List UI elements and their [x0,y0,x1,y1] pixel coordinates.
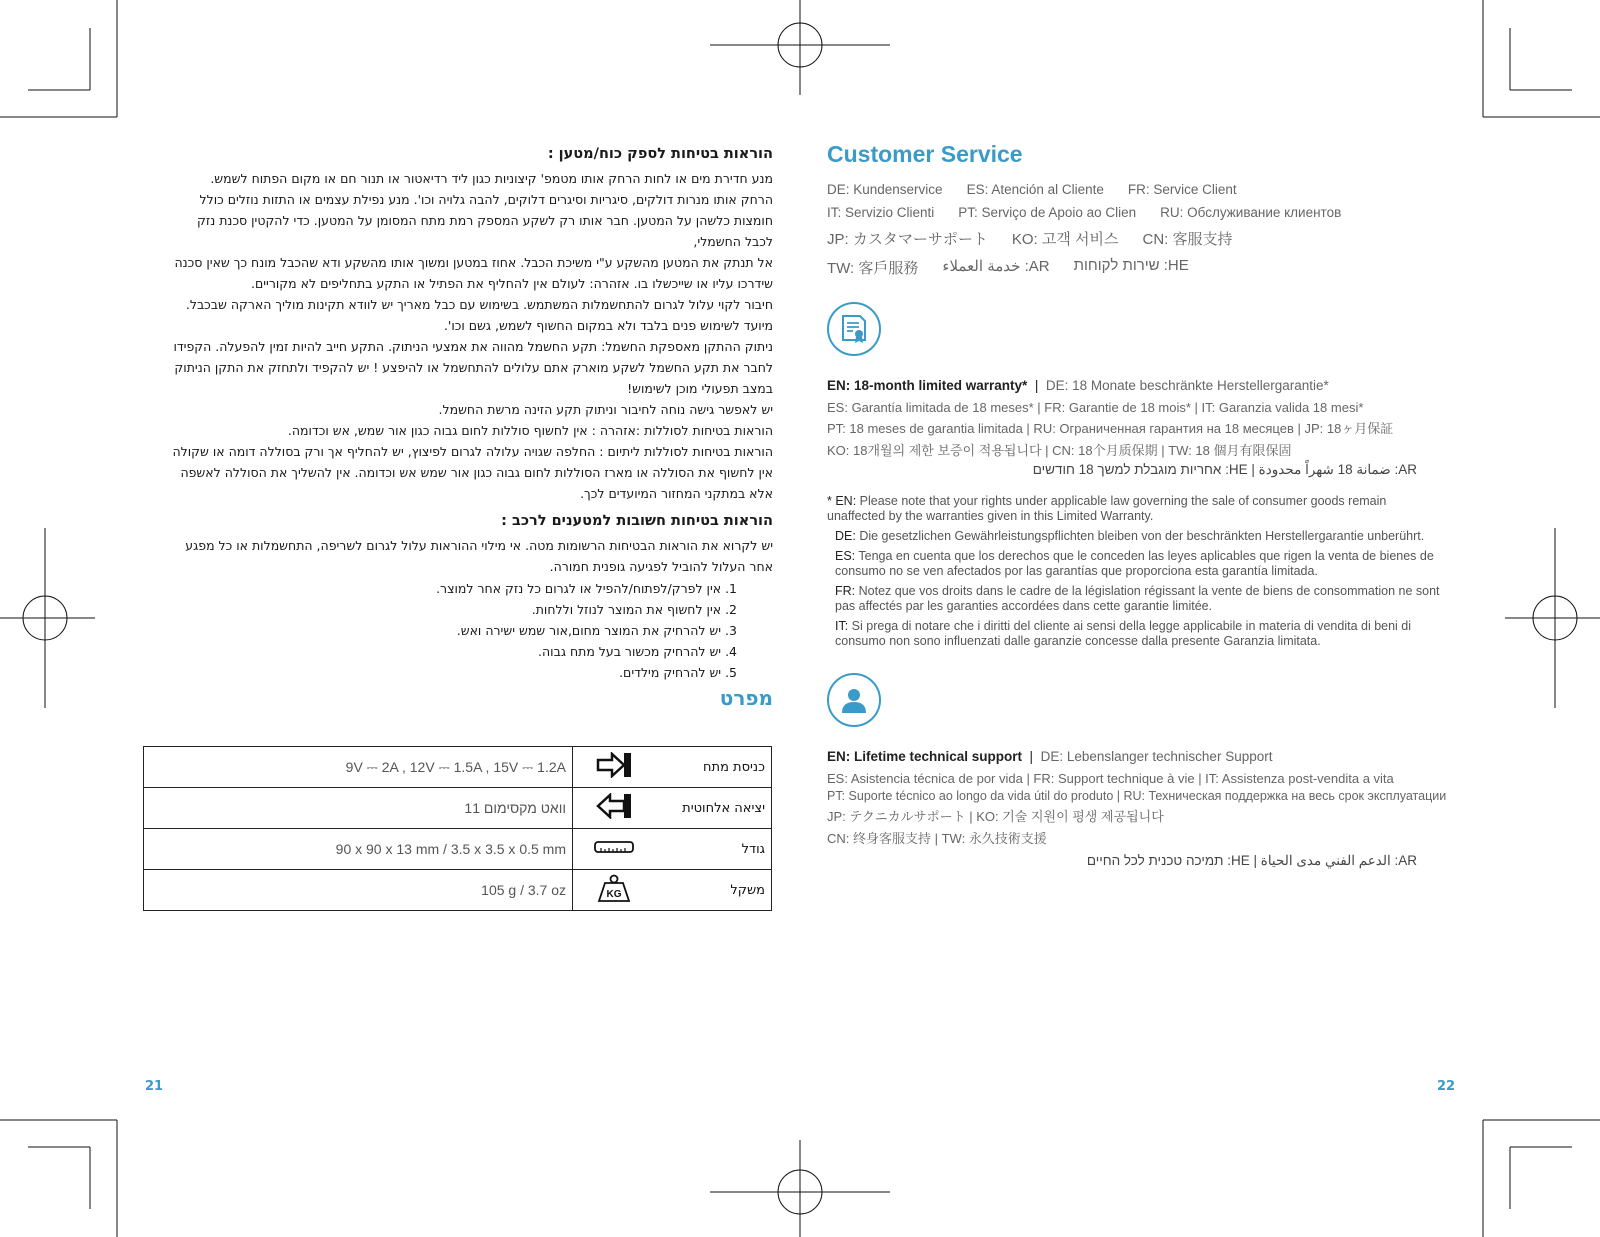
service-label: ES: Atención al Cliente [966,182,1104,197]
safety-line: ניתוק ההתקן מאספקת החשמל: תקע החשמל מהווה את אמצעי הניתוק. התקע חייב להיות זמין להפעלה. הקפידו [173,339,773,354]
service-label: AR: خدمة العملاء [942,258,1050,275]
table-row [144,829,772,870]
safety-line: אל תנתק את המטען מהשקע ע"י משיכת הכבל. אחוז במטען ומשוך אותו מהשקע ודא שהכבל מונח כך שאין סכנה [174,255,773,270]
support-heading: EN: Lifetime technical support | DE: Lebenslanger technischer Support [827,749,1273,764]
spec-label: גודל [655,829,772,870]
hebrew-safety-section [143,144,773,685]
spec-label: כניסת מתח [655,747,772,788]
weight-icon-text: KG [606,889,622,900]
service-row [827,182,1447,197]
input-arrow-icon [573,747,656,788]
spec-label: משקל [655,870,772,911]
spec-value: 105 g / 3.7 oz [144,870,573,911]
spec-label: יציאה אלחוטית [655,788,772,829]
warranty-heading: EN: 18-month limited warranty* | DE: 18 Monate beschränkte Herstellergarantie* [827,378,1329,393]
safety-line: הוראות בטיחות לסוללות :אזהרה : אין לחשוף סוללות לחום גבוה כגון אור שמש, אש וכדומה. [287,423,773,438]
power-safety-title: הוראות בטיחות לספק כוח/מטען : [547,146,773,162]
table-row [144,788,772,829]
safety-line: חומצות כלשהן על המטען. חבר אותו רק לשקע המספק רמת מתח המסומן על המטען. כדי להקטין סכנת נזק [197,213,773,228]
note: ES: Tenga en cuenta que los derechos que le conceden las leyes aplicables que rigen la venta de bienes de consumo no se ven afectados por las garantías que proporciona esta garantía limitada. [835,549,1434,578]
service-label: RU: Обслуживание клиентов [1160,205,1342,220]
safety-line: יש לקרוא את הוראות הבטיחות הרשומות מטה. אי מילוי ההוראות עלול לגרום לשריפה, התחשמלות או כל מפגע [185,538,773,553]
service-label: PT: Serviço de Apoio ao Clien [958,205,1137,220]
output-arrow-icon [573,788,656,829]
service-label: HE: שירות לקוחות [1073,257,1189,274]
warranty-line-rtl: AR: ضمانة 18 شهراً محدودة | HE: אחריות מוגבלת למשך 18 חודשים [1032,462,1417,477]
support-line: PT: Suporte técnico ao longo da vida útil do produto | RU: Техническая поддержка на весь срок эксплуатации [827,789,1447,803]
safety-line: חיבור לקוי עלול לגרום להתחשמלות המשתמש. בשימוש עם כבל מאריך יש לוודא תקינות מוליך הארקה שבכבל. [185,297,773,312]
service-label: CN: 客服支持 [1142,231,1233,248]
safety-line: לחבר את תקע החשמל לשקע מוארק אתם עלולים להתחשמל או להיפצע ! יש להקפיד ולתחזק את התקן הניתוק [174,360,773,375]
safety-line: שידרכו עליו או שייכשלו בו. אזהרה: לעולם אין להחליף את הפתיל או התקע בתחליפים לא מקוריים. [250,276,773,291]
note: * EN: Please note that your rights under applicable law governing the sale of consumer goods remain unaffected by the warranties given in this Limited Warranty. [827,494,1387,523]
person-support-icon [827,673,881,727]
service-label: TW: 客戶服務 [827,260,919,277]
list-item: 3. יש להרחיק את המוצר מחום,אור שמש ישירה ואש. [456,623,737,638]
support-line-rtl: AR: الدعم الفني مدى الحياة | HE: תמיכה טכנית לכל החיים [1086,853,1417,868]
ruler-icon [573,829,656,870]
safety-line: מנע חדירת מים או לחות הרחק אותו מטמפ' קיצוניות כגון ליד רדיאטור או תנור חם או מקום הפתוח לשמש. [210,171,773,186]
service-label: IT: Servizio Clienti [827,205,935,220]
safety-line: אין לחשוף את הסוללה או מארז הסוללות לחום גבוה כגון אור שמש אש וכדומה. אין להשליך את הסוללה לאשפה [180,465,773,480]
spec-title: מפרט [719,686,773,710]
safety-list [143,580,773,682]
service-label: JP: カスタマーサポート [827,231,988,248]
support-line: ES: Asistencia técnica de por vida | FR: Support technique à vie | IT: Assistenza post-vendita a vita [827,771,1394,786]
spec-value: 11 וואט מקסימום [144,788,573,829]
customer-service-section [827,141,1447,872]
warranty-main-sub: DE: 18 Monate beschränkte Herstellergarantie* [1045,378,1329,393]
warranty-line: KO: 18개월의 제한 보증이 적용됩니다 | CN: 18个月质保期 | TW: 18 個月有限保固 [827,443,1292,458]
list-item: 2. אין לחשוף את המוצר לנוזל וללחות. [531,602,737,617]
page-number-right: 22 [1437,1079,1456,1094]
service-label: KO: 고객 서비스 [1011,231,1119,248]
page-number-left: 21 [145,1079,164,1094]
safety-line: יש לאפשר גישה נוחה לחיבור וניתוק תקע הזינה מרשת החשמל. [438,402,773,417]
safety-line: אחר העלול להוביל לפגיעה גופנית חמורה. [549,559,773,574]
safety-line: לכבל החשמלי, [693,234,773,249]
warranty-line: ES: Garantía limitada de 18 meses* | FR: Garantie de 18 mois* | IT: Garanzia valida 18 mesi* [827,400,1364,415]
spec-value: 9V ⎓ 2A , 12V ⎓ 1.5A , 15V ⎓ 1.2A [144,747,573,788]
warranty-line: PT: 18 meses de garantia limitada | RU: Ограниченная гарантия на 18 месяцев | JP: 18ヶ月保証 [827,421,1394,436]
note: DE: Die gesetzlichen Gewährleistungspflichten bleiben von der beschränkten Herstellergarantie unberührt. [835,529,1425,543]
warranty-main: EN: 18-month limited warranty* [827,378,1028,393]
safety-line: הרחק אותו מנרות דולקים, סיגריות וסיגרים דלוקים, להבה גלויה וכו'. מנע נפילת עצמים או התזות נוזלים כולל [199,192,773,207]
support-line: JP: テクニカルサポート | KO: 기술 지원이 평생 제공됩니다 [827,809,1164,824]
spec-table [143,746,772,911]
spec-value: 90 x 90 x 13 mm / 3.5 x 3.5 x 0.5 mm [144,829,573,870]
table-row [144,747,772,788]
warranty-notes [827,494,1447,649]
weight-kg-icon [573,870,656,911]
list-item: 4. יש להרחיק מכשור בעל מתח גבוה. [538,644,737,659]
page-title: Customer Service [827,141,1023,167]
table-row [144,870,772,911]
service-label: FR: Service Client [1127,182,1237,197]
support-main: EN: Lifetime technical support [827,749,1023,764]
safety-line: מיועד לשימוש פנים בלבד ולא במקום החשוף לשמש, גשם וכו'. [443,318,773,333]
support-line: CN: 终身客服支持 | TW: 永久技術支援 [827,831,1047,846]
safety-line: במצב תפעולי מוכן לשימוש! [627,381,773,396]
safety-line: הוראות בטיחות לסוללות ליתיום : החלפה שגויה עלולה לגרום לפיצוץ, יש להחליף אך ורק בסוללה דומה או שקולה [172,444,773,459]
note: IT: Si prega di notare che i diritti del cliente ai sensi della legge applicabile in materia di vendita di beni di consumo non sono influenzati dalle garanzie concesse dalla presente Garanzia limitata. [835,619,1412,648]
car-charger-safety-title: הוראות בטיחות חשובות למטענים לרכב : [501,513,773,529]
service-row [827,257,1447,278]
list-item: 5. יש להרחיק מילדים. [619,665,737,680]
note: FR: Notez que vos droits dans le cadre de la législation régissant la vente de biens de consommation ne sont pas affectés par les garanties accordées dans cette garantie limitée. [835,584,1440,613]
service-label: DE: Kundenservice [827,182,943,197]
support-main-sub: DE: Lebenslanger technischer Support [1040,749,1273,764]
certificate-icon [827,302,881,356]
safety-line: אלא במתקני המחזור המיועדים לכך. [580,486,773,501]
list-item: 1. אין לפרק/לפתוח/להפיל או לגרום כל נזק אחר למוצר. [436,581,737,596]
service-row [827,228,1447,249]
service-row [827,205,1447,220]
